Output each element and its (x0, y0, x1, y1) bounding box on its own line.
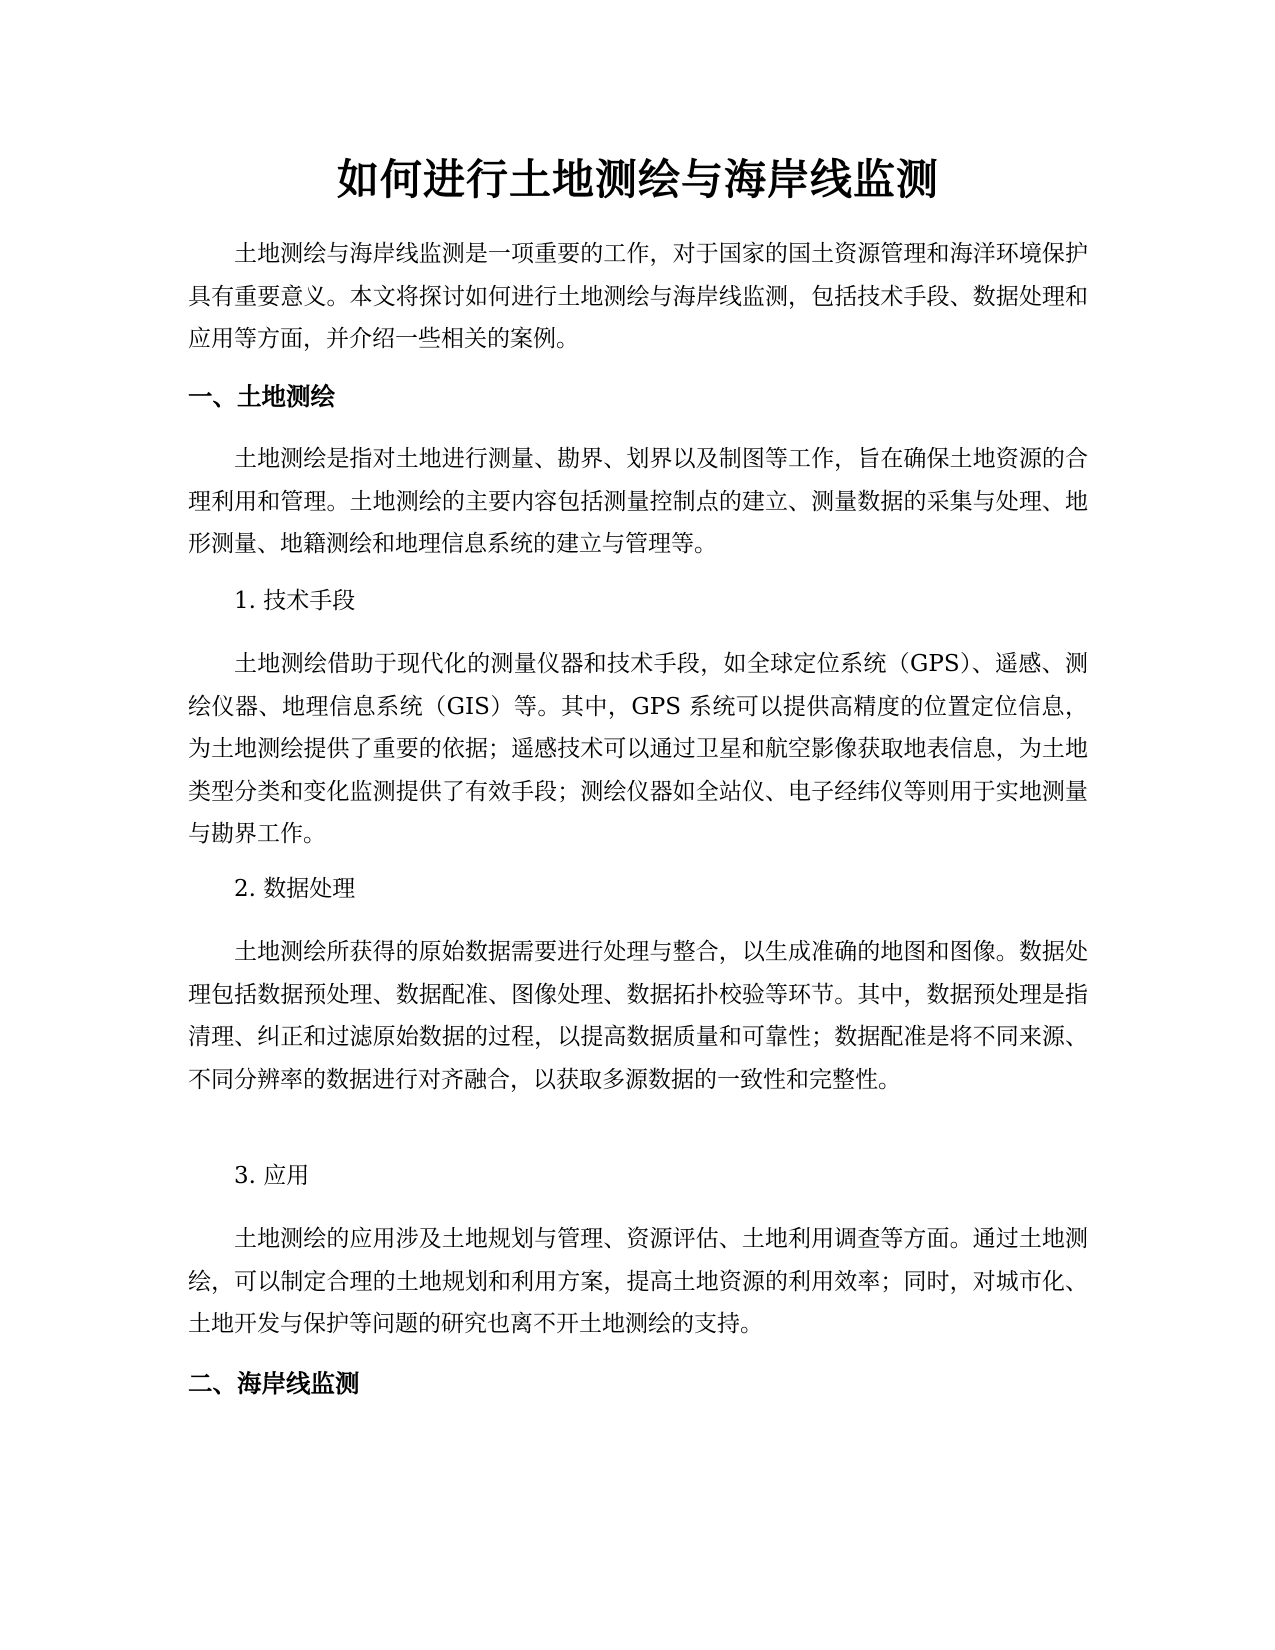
section-heading-coastline-monitoring: 二、海岸线监测 (188, 1369, 360, 1398)
document-title: 如何进行土地测绘与海岸线监测 (336, 155, 939, 204)
subheading-techniques: 1. 技术手段 (234, 588, 356, 614)
techniques-paragraph: 土地测绘借助于现代化的测量仪器和技术手段，如全球定位系统（GPS）、遥感、测绘仪器、地理信息系统（GIS）等。其中，GPS 系统可以提供高精度的位置定位信息，为土地测绘提供了重要的依据；遥感技术可以通过卫星和航空影像获取地表信息，为土地类型分类和变化监测提供了有效手段；测绘仪器如全站仪、电子经纬仪等则用于实地测量与勘界工作。 (188, 651, 1088, 847)
section-heading-land-survey: 一、土地测绘 (188, 382, 335, 411)
data-processing-paragraph: 土地测绘所获得的原始数据需要进行处理与整合，以生成准确的地图和图像。数据处理包括数据预处理、数据配准、图像处理、数据拓扑校验等环节。其中，数据预处理是指清理、纠正和过滤原始数据的过程，以提高数据质量和可靠性；数据配准是将不同来源、不同分辨率的数据进行对齐融合，以获取多源数据的一致性和完整性。 (188, 939, 1088, 1093)
intro-paragraph: 土地测绘与海岸线监测是一项重要的工作，对于国家的国土资源管理和海洋环境保护具有重要意义。本文将探讨如何进行土地测绘与海岸线监测，包括技术手段、数据处理和应用等方面，并介绍一些相关的案例。 (188, 241, 1088, 352)
land-survey-paragraph: 土地测绘是指对土地进行测量、勘界、划界以及制图等工作，旨在确保土地资源的合理利用和管理。土地测绘的主要内容包括测量控制点的建立、测量数据的采集与处理、地形测量、地籍测绘和地理信息系统的建立与管理等。 (188, 446, 1088, 557)
subheading-data-processing: 2. 数据处理 (234, 876, 356, 902)
applications-paragraph: 土地测绘的应用涉及土地规划与管理、资源评估、土地利用调查等方面。通过土地测绘，可以制定合理的土地规划和利用方案，提高土地资源的利用效率；同时，对城市化、土地开发与保护等问题的研究也离不开土地测绘的支持。 (188, 1226, 1088, 1337)
subheading-applications: 3. 应用 (234, 1163, 310, 1189)
